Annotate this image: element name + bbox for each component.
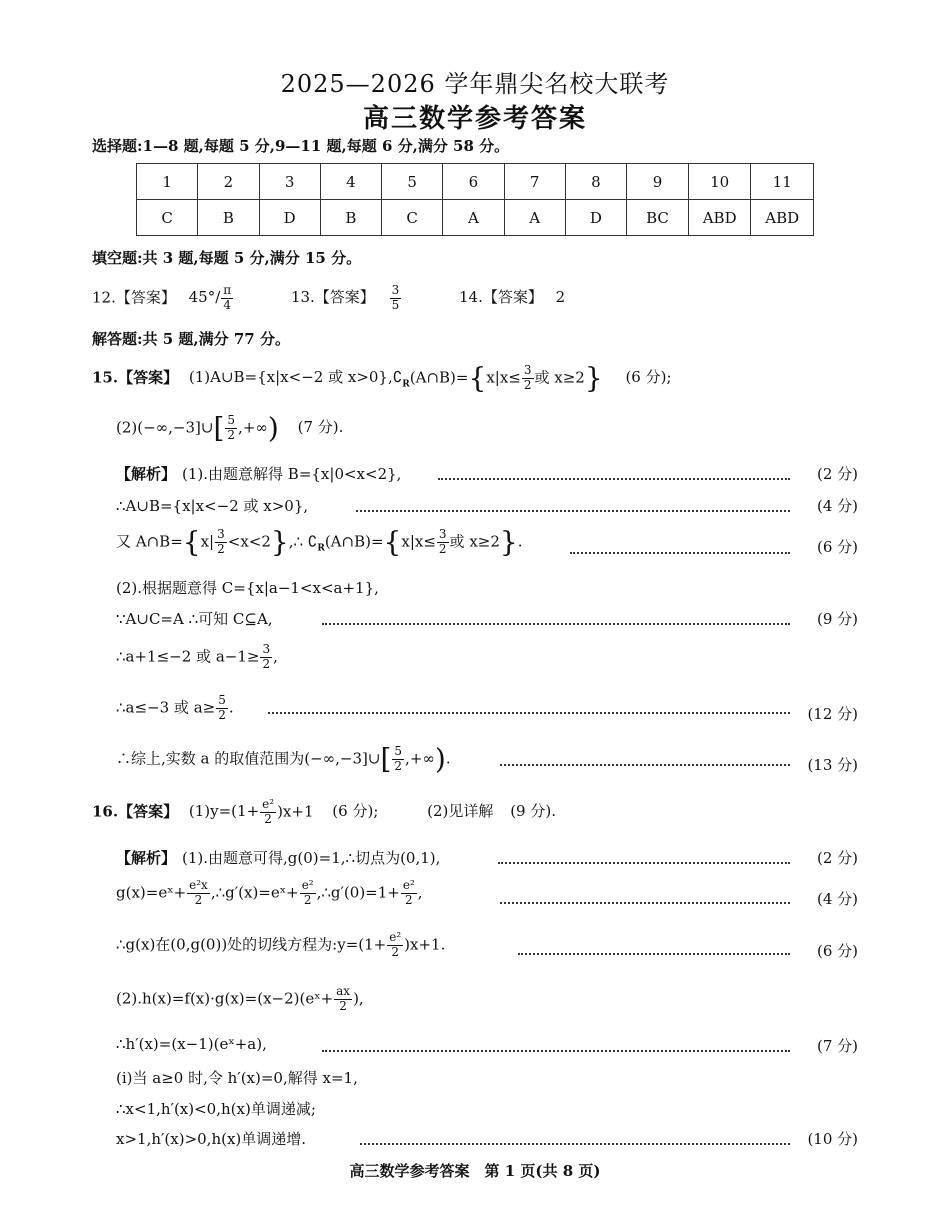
q16-step-2: g(x)=eˣ+ $\frac{\text{e²x}}{2}$ ,∴g′(x)=eˣ+ $\frac{\text{e²}}{2}$ ,∴g′(0)=1+ $\frac{\text{e²}}{2}$ , bbox=[116, 878, 423, 907]
solve-intro: 解答题:共 5 题,满分 77 分。 bbox=[92, 330, 290, 348]
leader-dots bbox=[498, 862, 790, 864]
score-points: (9 分) bbox=[816, 610, 858, 628]
question-number-cell: 2 bbox=[198, 164, 259, 200]
score-points: (4 分) bbox=[816, 890, 858, 908]
page-title: 高三数学参考答案 bbox=[362, 104, 587, 134]
q16-analysis-label: 【解析】 bbox=[116, 849, 177, 867]
q16-step-6: (i)当 a≥0 时,令 h′(x)=0,解得 x=1, bbox=[116, 1069, 358, 1087]
answer-row bbox=[137, 200, 814, 236]
answer-cell: D bbox=[259, 200, 320, 236]
question-number-cell: 4 bbox=[320, 164, 381, 200]
q15-step-6: ∴a+1≤−2 或 a−1≥ $\frac{3}{2}$ , bbox=[116, 642, 278, 671]
leader-dots bbox=[438, 478, 790, 480]
q15-step-2: ∴A∪B={x|x<−2 或 x>0}, bbox=[116, 497, 309, 515]
q12-answer: 45°/ bbox=[188, 288, 221, 307]
score-points: (6 分) bbox=[816, 538, 858, 556]
question-number-row bbox=[137, 164, 814, 200]
q15-analysis-label: 【解析】 bbox=[116, 465, 177, 483]
q16-step-8: x>1,h′(x)>0,h(x)单调递增. bbox=[116, 1130, 307, 1148]
q14-label: 14.【答案】 bbox=[459, 288, 543, 307]
q16-step-3: ∴g(x)在(0,g(0))处的切线方程为:y=(1+ $\frac{\text{e²}}{2}$ )x+1. bbox=[116, 930, 446, 959]
score-points: (10 分) bbox=[807, 1130, 858, 1148]
question-number-cell: 11 bbox=[751, 164, 814, 200]
fill-answers-line bbox=[92, 284, 565, 313]
score-points: (6 分) bbox=[816, 942, 858, 960]
answer-cell: ABD bbox=[751, 200, 814, 236]
leader-dots bbox=[268, 712, 790, 714]
answer-cell: A bbox=[443, 200, 504, 236]
score-points: (7 分) bbox=[816, 1037, 858, 1055]
answer-cell: B bbox=[320, 200, 381, 236]
answer-cell: B bbox=[198, 200, 259, 236]
question-number-cell: 10 bbox=[688, 164, 751, 200]
leader-dots bbox=[322, 623, 790, 625]
question-number-cell: 5 bbox=[382, 164, 443, 200]
question-number-cell: 3 bbox=[259, 164, 320, 200]
leader-dots bbox=[356, 510, 790, 512]
choice-answer-table bbox=[136, 163, 814, 236]
q16-step-4: (2).h(x)=f(x)·g(x)=(x−2)(eˣ+ $\frac{ax}{2}$ ), bbox=[116, 984, 364, 1013]
leader-dots bbox=[500, 764, 790, 766]
answer-cell: ABD bbox=[688, 200, 751, 236]
score-points: (2 分) bbox=[816, 849, 858, 867]
q16-step-1: 【解析】 (1).由题意可得,g(0)=1,∴切点为(0,1), bbox=[116, 849, 441, 867]
score-points: (12 分) bbox=[807, 705, 858, 723]
exam-title: 2025—2026 学年鼎尖名校大联考 bbox=[280, 70, 670, 98]
choice-intro: 选择题:1—8 题,每题 5 分,9—11 题,每题 6 分,满分 58 分。 bbox=[92, 137, 510, 155]
q15-step-8: ∴综上,实数 a 的取值范围为(−∞,−3]∪[ $\frac{5}{2}$ ,+∞). bbox=[116, 742, 451, 776]
answer-cell: A bbox=[504, 200, 565, 236]
q16-step-7: ∴x<1,h′(x)<0,h(x)单调递减; bbox=[116, 1100, 316, 1118]
q15-step-3: 又 A∩B={x| $\frac{3}{2}$ <x<2},∴ $∁_R(A\cap B)=\{x|x\le$ $\frac{3}{2}$ 或 x≥2}. bbox=[116, 525, 523, 559]
q16-step-5: ∴h′(x)=(x−1)(eˣ+a), bbox=[116, 1035, 267, 1053]
question-number-cell: 9 bbox=[627, 164, 689, 200]
answer-cell: D bbox=[565, 200, 626, 236]
q14-answer: 2 bbox=[555, 288, 566, 307]
leader-dots bbox=[322, 1050, 790, 1052]
q16-answer-line: 16.【答案】 (1)y=(1+ $\frac{\text{e²}}{2}$ )x+1 (6 分); (2)见详解 (9 分). bbox=[92, 797, 556, 826]
question-number-cell: 1 bbox=[137, 164, 198, 200]
q15-answer-line-2: (2)(−∞,−3]∪[ $\frac{5}{2}$ ,+∞) (7 分). bbox=[116, 411, 344, 445]
leader-dots bbox=[518, 953, 790, 955]
page-footer: 高三数学参考答案 第 1 页(共 8 页) bbox=[349, 1162, 601, 1180]
answer-cell: C bbox=[137, 200, 198, 236]
fill-intro: 填空题:共 3 题,每题 5 分,满分 15 分。 bbox=[92, 249, 362, 267]
answer-cell: BC bbox=[627, 200, 689, 236]
score-points: (4 分) bbox=[816, 497, 858, 515]
question-number-cell: 7 bbox=[504, 164, 565, 200]
q15-step-5: ∵A∪C=A ∴可知 C⊆A, bbox=[116, 610, 273, 628]
q15-step-4: (2).根据题意得 C={x|a−1<x<a+1}, bbox=[116, 579, 379, 597]
question-number-cell: 6 bbox=[443, 164, 504, 200]
leader-dots bbox=[500, 902, 790, 904]
q12-label: 12.【答案】 bbox=[92, 288, 176, 307]
q16-answer-label: 16.【答案】 bbox=[92, 802, 179, 821]
score-points: (13 分) bbox=[807, 756, 858, 774]
answer-cell: C bbox=[382, 200, 443, 236]
q15-step-1: 【解析】 (1).由题意解得 B={x|0<x<2}, bbox=[116, 465, 402, 483]
q13-fraction: $\frac{3}{5}$ bbox=[391, 283, 400, 312]
q15-answer-line-1: 15.【答案】 (1)A∪B={x|x<−2 或 $x>0\},∁_R(A\cap B)=\{x|x\le$ $\frac{3}{2}$ 或 x≥2} (6 分); bbox=[92, 361, 672, 395]
q13-label: 13.【答案】 bbox=[290, 288, 375, 307]
q12-fraction: $\frac{\pi}{4}$ bbox=[223, 283, 232, 312]
question-number-cell: 8 bbox=[565, 164, 626, 200]
score-points: (2 分) bbox=[816, 465, 858, 483]
leader-dots bbox=[570, 552, 790, 554]
q15-step-7: ∴a≤−3 或 a≥ $\frac{5}{2}$ . bbox=[116, 693, 234, 722]
leader-dots bbox=[360, 1143, 790, 1145]
q15-answer-label: 15.【答案】 bbox=[92, 368, 179, 387]
